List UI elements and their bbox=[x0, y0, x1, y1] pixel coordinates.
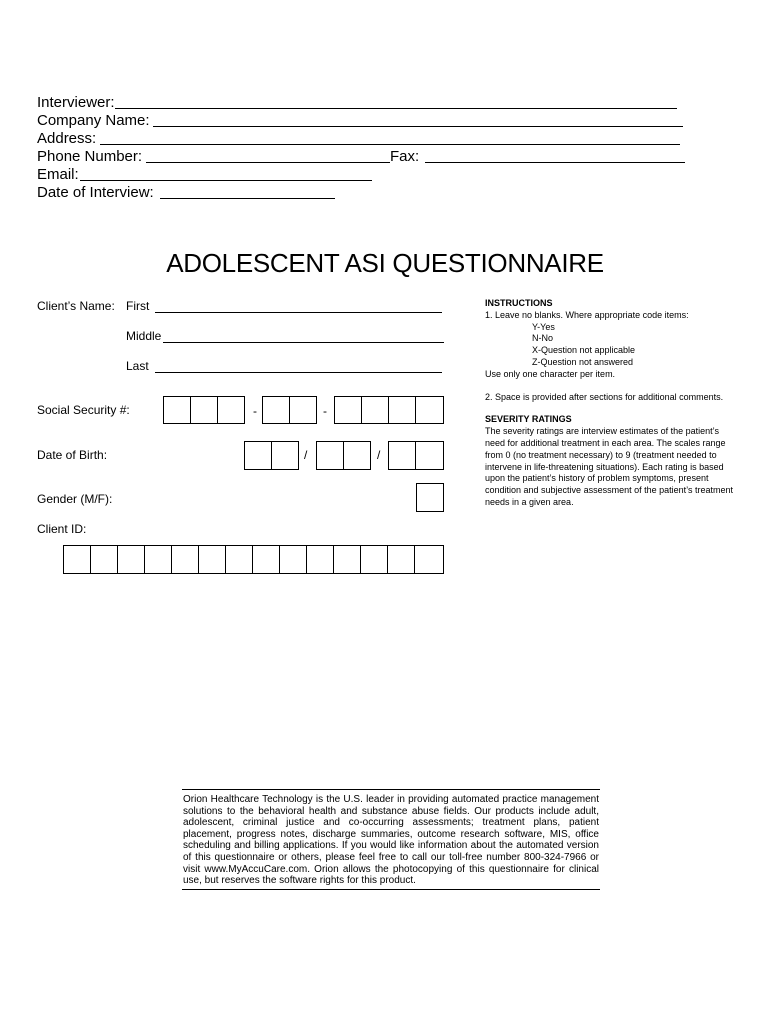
company-name-label: Company Name: bbox=[37, 112, 150, 129]
dob-separator: / bbox=[377, 448, 381, 462]
date-of-interview-field[interactable] bbox=[160, 198, 335, 199]
first-name-label: First bbox=[126, 299, 150, 313]
date-of-interview-label: Date of Interview: bbox=[37, 184, 154, 201]
client-id-box[interactable] bbox=[279, 545, 307, 574]
dob-day-box[interactable] bbox=[316, 441, 344, 470]
gender-box[interactable] bbox=[416, 483, 444, 512]
instructions-item-2: 2. Space is provided after sections for additional comments. bbox=[485, 391, 724, 402]
dob-month-box[interactable] bbox=[244, 441, 272, 470]
client-id-label: Client ID: bbox=[37, 522, 87, 536]
email-field[interactable] bbox=[80, 180, 372, 181]
social-security-label: Social Security #: bbox=[37, 403, 130, 417]
ssn-digit-box[interactable] bbox=[361, 396, 389, 424]
severity-text: The severity ratings are interview estimates of the patient’s need for additional treatment in each area. The scales range from 0 (no treatment necessary) to 9 (treatment needed to intervene in life-threatening situations). Each rating is based upon the patient’s history of problem symptoms, present condition and subjective assessment of the patient’s treatment needs in a given area. bbox=[485, 426, 733, 507]
code-no: N-No bbox=[532, 333, 554, 344]
first-name-field[interactable] bbox=[155, 312, 442, 313]
date-of-birth-label: Date of Birth: bbox=[37, 448, 108, 462]
dob-day-box[interactable] bbox=[343, 441, 371, 470]
company-name-field[interactable] bbox=[153, 126, 683, 127]
ssn-digit-box[interactable] bbox=[334, 396, 362, 424]
client-id-box[interactable] bbox=[171, 545, 199, 574]
dob-year-box[interactable] bbox=[415, 441, 444, 470]
client-id-box[interactable] bbox=[360, 545, 388, 574]
last-name-field[interactable] bbox=[155, 372, 442, 373]
email-label: Email: bbox=[37, 166, 79, 183]
client-id-box[interactable] bbox=[414, 545, 444, 574]
interviewer-label: Interviewer: bbox=[37, 94, 115, 111]
code-not-applicable: X-Question not applicable bbox=[532, 345, 636, 356]
client-id-box[interactable] bbox=[63, 545, 91, 574]
phone-number-field[interactable] bbox=[146, 162, 390, 163]
dob-month-box[interactable] bbox=[271, 441, 299, 470]
code-not-answered: Z-Question not answered bbox=[532, 356, 634, 367]
one-character-note: Use only one character per item. bbox=[485, 368, 616, 379]
client-id-box[interactable] bbox=[90, 545, 118, 574]
ssn-digit-box[interactable] bbox=[217, 396, 245, 424]
dob-year-box[interactable] bbox=[388, 441, 416, 470]
client-id-box[interactable] bbox=[117, 545, 145, 574]
instructions-panel bbox=[485, 298, 735, 509]
severity-heading: SEVERITY RATINGS bbox=[485, 414, 572, 425]
orion-notice: Orion Healthcare Technology is the U.S. leader in providing automated practice management solutions to the behavioral health and substance abuse fields. Our products include adult, adolescent, criminal justice and co-occurring assessments; treatment plans, patient placement, progress notes, discharge summaries, outcome research software, MIS, office scheduling and billing applications. If you would like information about the automated version of this questionnaire or others, please feel free to call our toll-free number 800-324-7966 or visit www.MyAccuCare.com. Orion allows the photocopying of this questionnaire for clinical use, but reserves the software rights for this product. bbox=[182, 789, 600, 890]
client-id-box[interactable] bbox=[333, 545, 361, 574]
ssn-digit-box[interactable] bbox=[262, 396, 290, 424]
phone-number-label: Phone Number: bbox=[37, 148, 143, 165]
client-id-box[interactable] bbox=[252, 545, 280, 574]
ssn-separator: - bbox=[323, 404, 327, 418]
instructions-heading: INSTRUCTIONS bbox=[485, 298, 553, 308]
interviewer-field[interactable] bbox=[115, 108, 677, 109]
ssn-digit-box[interactable] bbox=[190, 396, 218, 424]
last-name-label: Last bbox=[126, 359, 149, 373]
clients-name-label: Client’s Name: bbox=[37, 299, 115, 313]
client-id-box[interactable] bbox=[144, 545, 172, 574]
fax-label: Fax: bbox=[390, 148, 420, 165]
address-label: Address: bbox=[37, 130, 97, 147]
fax-field[interactable] bbox=[425, 162, 685, 163]
dob-separator: / bbox=[304, 448, 308, 462]
code-yes: Y-Yes bbox=[532, 321, 555, 332]
ssn-digit-box[interactable] bbox=[415, 396, 444, 424]
client-id-box[interactable] bbox=[198, 545, 226, 574]
middle-name-field[interactable] bbox=[163, 342, 444, 343]
address-field[interactable] bbox=[100, 144, 680, 145]
ssn-digit-box[interactable] bbox=[163, 396, 191, 424]
ssn-digit-box[interactable] bbox=[289, 396, 317, 424]
instructions-item-1: 1. Leave no blanks. Where appropriate code items: bbox=[485, 309, 689, 320]
client-id-box[interactable] bbox=[225, 545, 253, 574]
middle-name-label: Middle bbox=[126, 329, 162, 343]
gender-label: Gender (M/F): bbox=[37, 492, 113, 506]
page-title: ADOLESCENT ASI QUESTIONNAIRE bbox=[166, 248, 604, 278]
client-id-box[interactable] bbox=[306, 545, 334, 574]
ssn-digit-box[interactable] bbox=[388, 396, 416, 424]
ssn-separator: - bbox=[253, 404, 257, 418]
client-id-box[interactable] bbox=[387, 545, 415, 574]
